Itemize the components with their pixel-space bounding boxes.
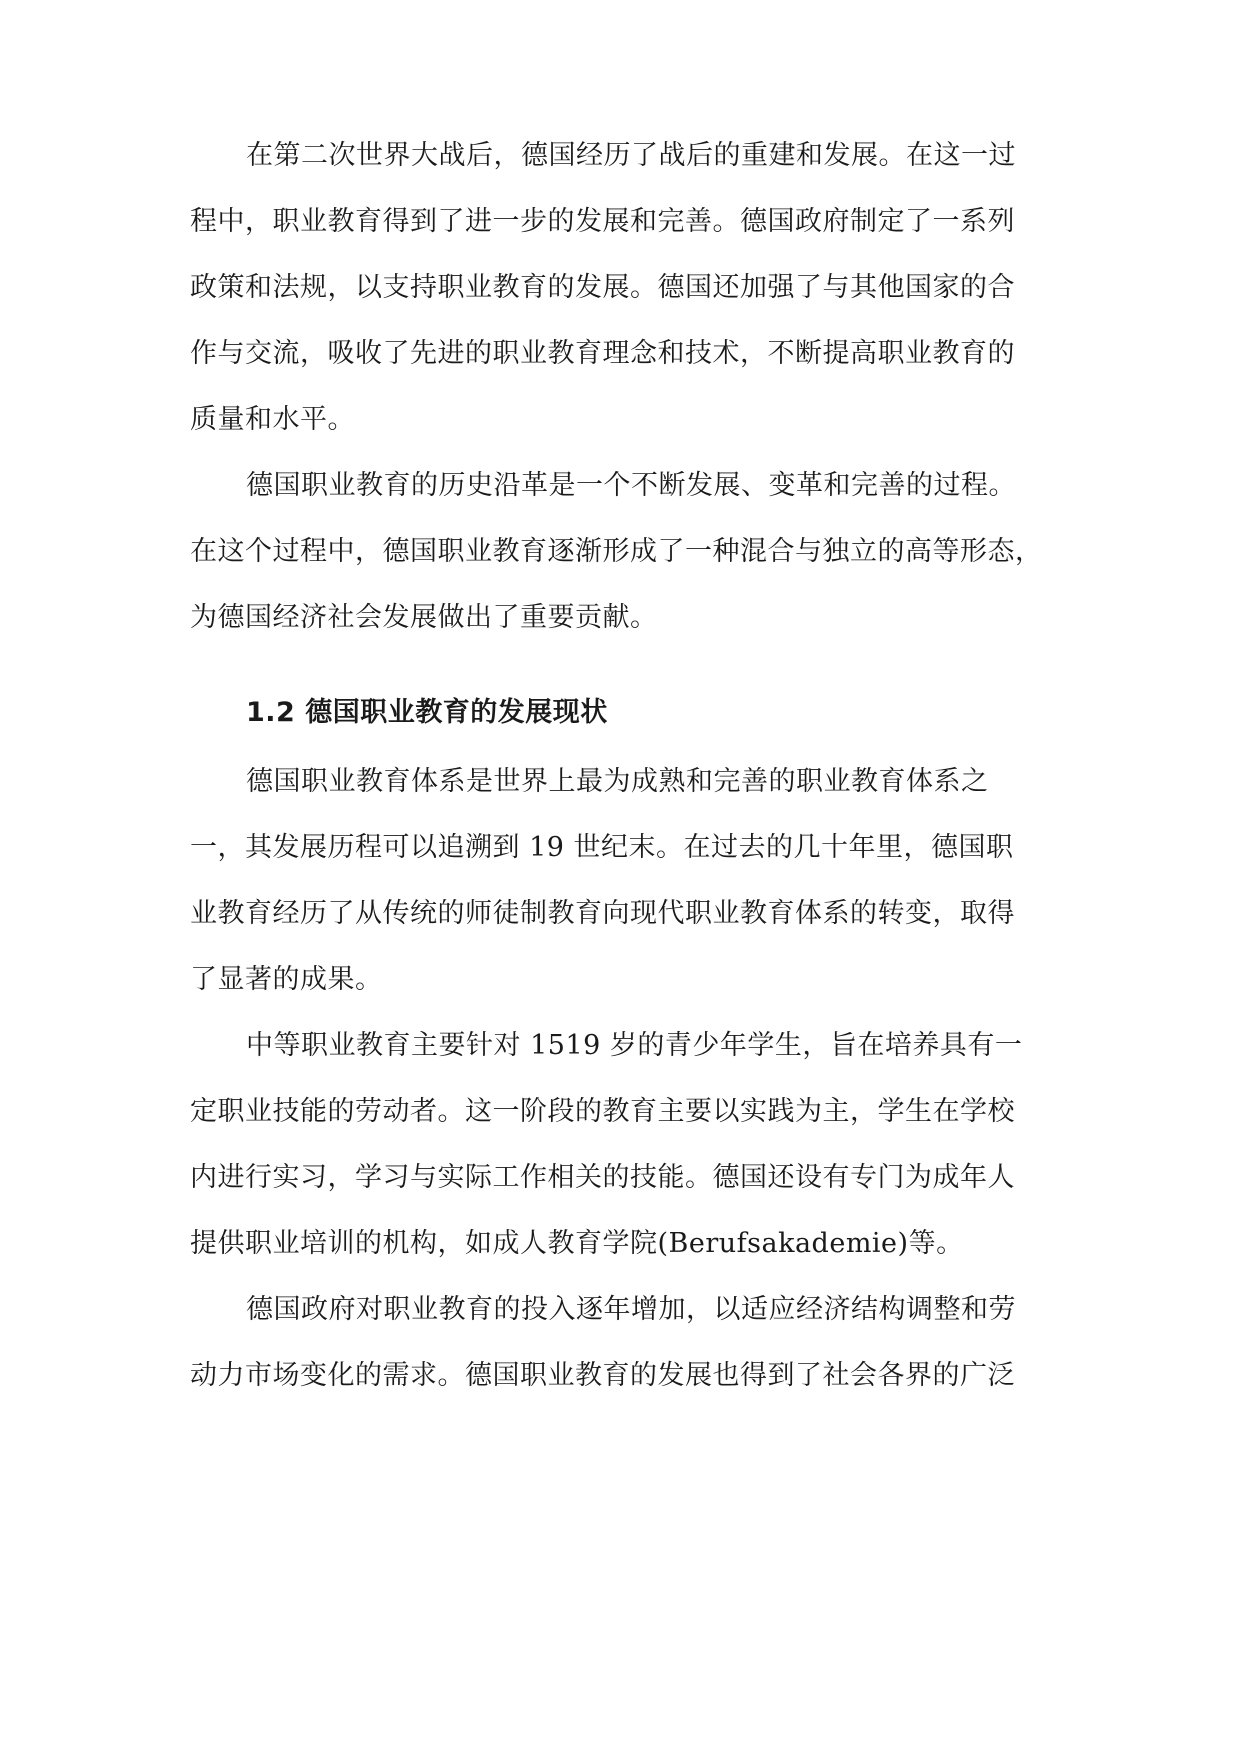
text-line: 内进行实习，学习与实际工作相关的技能。德国还设有专门为成年人 — [190, 1162, 1015, 1193]
text-line: 德国职业教育的历史沿革是一个不断发展、变革和完善的过程。 — [246, 470, 1016, 501]
text-line: 定职业技能的劳动者。这一阶段的教育主要以实践为主，学生在学校 — [190, 1096, 1015, 1127]
text-line: 一，其发展历程可以追溯到 19 世纪末。在过去的几十年里，德国职 — [190, 832, 1014, 863]
text-line: 动力市场变化的需求。德国职业教育的发展也得到了社会各界的广泛 — [190, 1360, 1015, 1391]
text-line: 德国职业教育体系是世界上最为成熟和完善的职业教育体系之 — [246, 766, 989, 797]
text-line: 了显著的成果。 — [190, 964, 383, 995]
text-line: 为德国经济社会发展做出了重要贡献。 — [190, 602, 658, 633]
text-line: 中等职业教育主要针对 1519 岁的青少年学生，旨在培养具有一 — [246, 1030, 1023, 1061]
text-line: 德国政府对职业教育的投入逐年增加，以适应经济结构调整和劳 — [246, 1294, 1016, 1325]
text-line: 提供职业培训的机构，如成人教育学院(Berufsakademie)等。 — [190, 1228, 964, 1259]
text-line: 政策和法规，以支持职业教育的发展。德国还加强了与其他国家的合 — [190, 272, 1015, 303]
text-line: 业教育经历了从传统的师徒制教育向现代职业教育体系的转变，取得 — [190, 898, 1015, 929]
section-heading: 1.2 德国职业教育的发展现状 — [246, 697, 608, 728]
text-line: 质量和水平。 — [190, 404, 355, 435]
text-line: 在这个过程中，德国职业教育逐渐形成了一种混合与独立的高等形态， — [190, 536, 1043, 567]
text-line: 作与交流，吸收了先进的职业教育理念和技术，不断提高职业教育的 — [190, 338, 1015, 369]
text-line: 程中，职业教育得到了进一步的发展和完善。德国政府制定了一系列 — [190, 206, 1015, 237]
text-line: 在第二次世界大战后，德国经历了战后的重建和发展。在这一过 — [246, 140, 1016, 171]
